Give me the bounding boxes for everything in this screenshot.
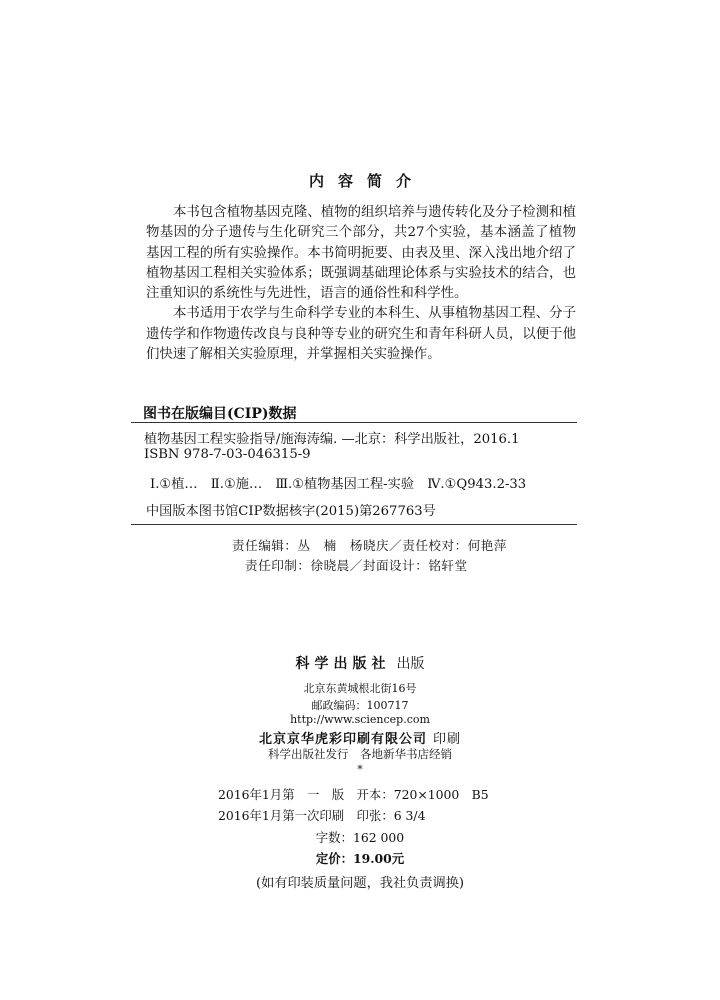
editors-line-1: 责任编辑：丛 楠 杨晓庆／责任校对：何艳萍 (232, 538, 507, 553)
publisher-line (0, 653, 720, 673)
summary-paragraph-2: 本书适用于农学与生命科学专业的本科生、从事植物基因工程、分子遗传学和作物遗传改良与良种等专业的研究生和青年科研人员，以便于他们快速了解相关实验原理，并掌握相关实验操作。 (146, 306, 576, 363)
publisher-suffix: 出版 (396, 656, 425, 672)
word-count: 字数：162 000 (315, 830, 405, 845)
cip-bottom-rule (131, 524, 577, 525)
cip-record-number: 中国版本图书馆CIP数据核字(2015)第267763号 (146, 504, 436, 519)
publisher-postcode: 邮政编码：100717 (311, 699, 409, 712)
cip-isbn: ISBN 978-7-03-046315-9 (144, 447, 311, 462)
editors-line-2: 责任印制：徐晓晨／封面设计：铭轩堂 (245, 558, 468, 573)
publisher-address: 北京东黄城根北街16号 (303, 682, 417, 695)
printing-line: 2016年1月第一次印刷 印张：6 3/4 (218, 808, 426, 823)
cip-classification: Ⅰ.①植… Ⅱ.①施… Ⅲ.①植物基因工程-实验 Ⅳ.①Q943.2-33 (150, 477, 527, 492)
summary-title: 内容简介 (308, 172, 425, 190)
printer-line (0, 728, 720, 747)
printer-name: 北京京华虎彩印刷有限公司 (258, 732, 427, 747)
publisher-name: 科学出版社 (295, 656, 391, 672)
cip-heading: 图书在版编目(CIP)数据 (143, 406, 297, 422)
distribution-line: 科学出版社发行 各地新华书店经销 (268, 747, 452, 761)
quality-note: (如有印装质量问题，我社负责调换) (255, 876, 465, 891)
edition-line: 2016年1月第 一 版 开本：720×1000 B5 (218, 787, 489, 802)
cip-top-rule (131, 422, 577, 423)
cip-title-line: 植物基因工程实验指导/施海涛编. —北京：科学出版社，2016.1 (144, 432, 520, 447)
separator-star: * (357, 763, 363, 776)
printer-suffix: 印刷 (433, 732, 462, 747)
summary-paragraph-1: 本书包含植物基因克隆、植物的组织培养与遗传转化及分子检测和植物基因的分子遗传与生化研究三个部分，共27个实验，基本涵盖了植物基因工程的所有实验操作。本书简明扼要、由表及里、深入浅出地介绍了植物基因工程相关实验体系；既强调基础理论体系与实验技术的结合，也注重知识的系统性与先进性，语言的通俗性和科学性。 (146, 205, 576, 302)
summary-section (146, 203, 576, 365)
publisher-url: http://www.sciencep.com (290, 713, 430, 726)
price: 定价：19.00元 (315, 851, 405, 866)
